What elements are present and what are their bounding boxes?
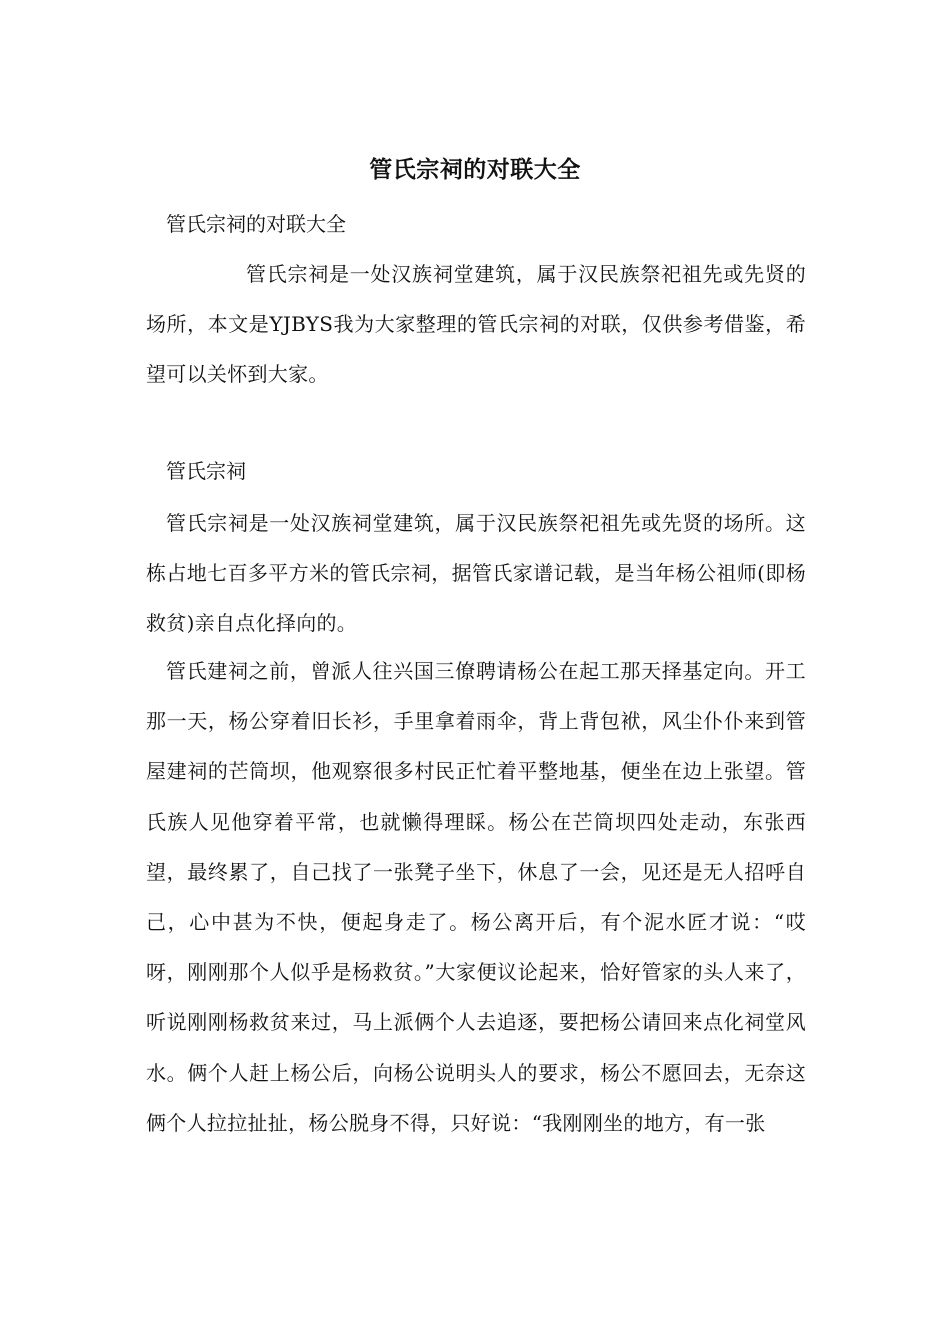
document-title: 管氏宗祠的对联大全 bbox=[369, 156, 581, 183]
section-heading: 管氏宗祠 bbox=[166, 459, 246, 483]
intro-paragraph: 管氏宗祠是一处汉族祠堂建筑，属于汉民族祭祀祖先或先贤的场所，本文是YJBYS我为大家整理的管氏宗祠的对联，仅供参考借鉴，希望可以关怀到大家。 bbox=[146, 262, 806, 387]
body-paragraph-2: 管氏建祠之前，曾派人往兴国三僚聘请杨公在起工那天择基定向。开工那一天，杨公穿着旧长衫，手里拿着雨伞，背上背包袱，风尘仆仆来到管屋建祠的芒筒坝，他观察很多村民正忙着平整地基，便坐在边上张望。管氏族人见他穿着平常，也就懒得理睬。杨公在芒筒坝四处走动，东张西望，最终累了，自己找了一张凳子坐下，休息了一会，见还是无人招呼自己，心中甚为不快，便起身走了。杨公离开后，有个泥水匠才说：“哎呀，刚刚那个人似乎是杨救贫。”大家便议论起来，恰好管家的头人来了，听说刚刚杨救贫来过，马上派俩个人去追逐，要把杨公请回来点化祠堂风水。俩个人赶上杨公后，向杨公说明头人的要求，杨公不愿回去，无奈这俩个人拉拉扯扯，杨公脱身不得，只好说：“我刚刚坐的地方，有一张 bbox=[146, 659, 806, 1135]
document-subtitle: 管氏宗祠的对联大全 bbox=[166, 212, 346, 236]
body-paragraph-1: 管氏宗祠是一处汉族祠堂建筑，属于汉民族祭祀祖先或先贤的场所。这栋占地七百多平方米的管氏宗祠，据管氏家谱记载，是当年杨公祖师(即杨救贫)亲自点化择向的。 bbox=[146, 511, 806, 636]
